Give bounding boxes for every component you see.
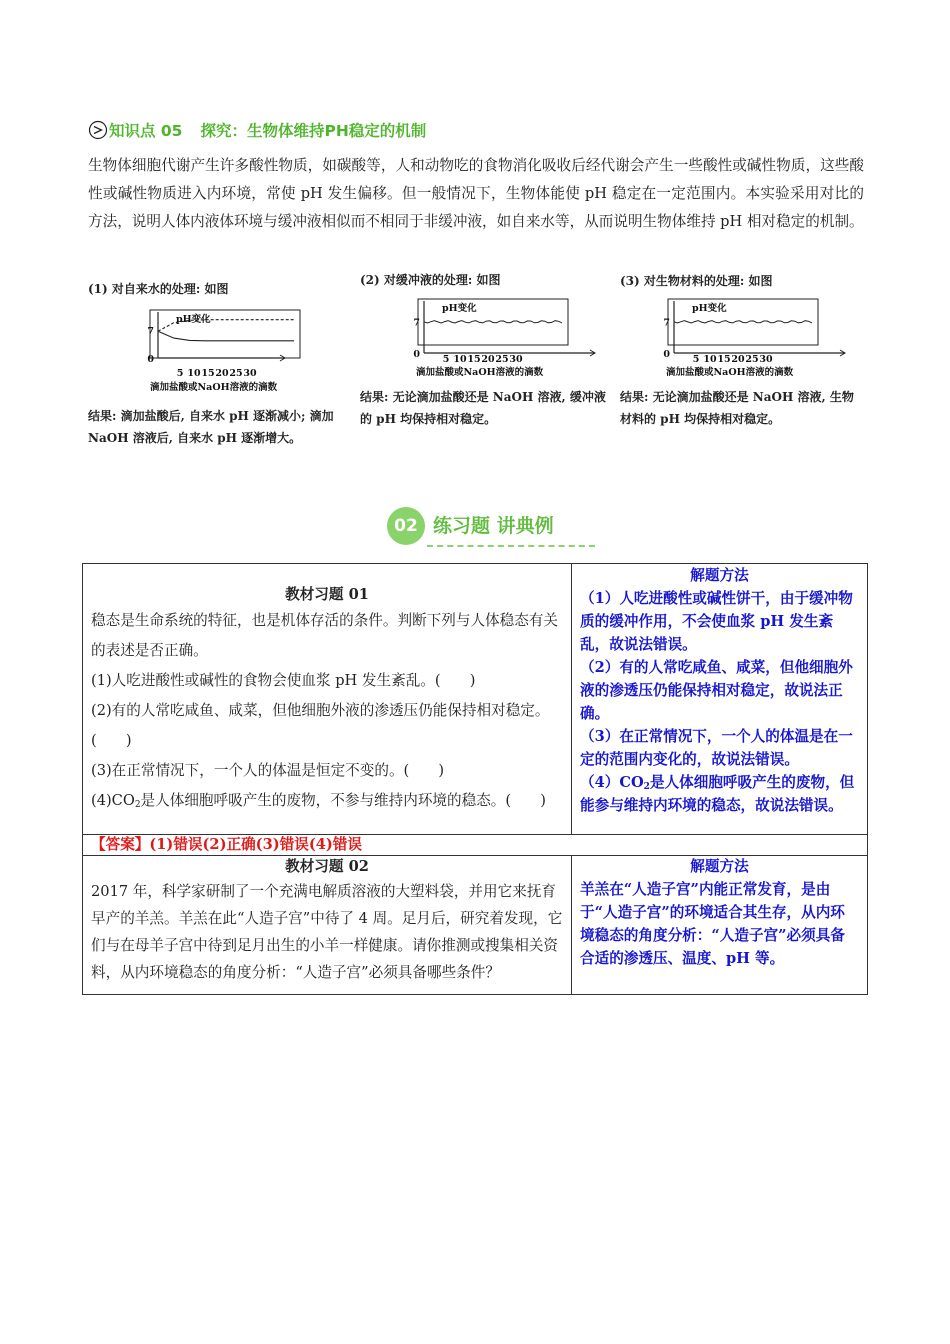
exercise-2-title: 教材习题 02 (285, 858, 369, 875)
x-tick-label: 5 (692, 354, 700, 365)
exercise-2-stem: 2017 年，科学家研制了一个充满电解质溶液的大塑料袋，并用它来抚育早产的羊羔。羊羔在此“人造子宫”中待了 4 周。足月后，研究着发现，它们与在母羊子宫中待到足月出生的小羊一样健康。请你推测或搜集相关资料，从内环境稳态的角度分析：“人造子宫”必须具备哪些条件？ (91, 883, 563, 981)
exercise-1-item-4: $(4)CO_2$是人体细胞呼吸产生的废物，不参与维持内环境的稳态。( ) (91, 792, 546, 810)
exercise-1-stem: 稳态是生命系统的特征，也是机体存活的条件。判断下列与人体稳态有关的表述是否正确。 (91, 612, 559, 659)
y-tick-label: 0 (413, 349, 420, 360)
exercise-2-method: 羊羔在“人造子宫”内能正常发育，是由于“人造子宫”的环境适合其生存，从内环境稳态的角度分析：“人造子宫”必须具备合适的渗透压、温度、pH 等。 (580, 881, 845, 967)
exercise-1-answer: 【答案】(1)错误(2)正确(3)错误(4)错误 (83, 835, 868, 856)
knowledge-point-number: 知识点 05 (109, 122, 183, 140)
banner-number: 02 (387, 507, 425, 545)
x-tick-label: 30 (759, 354, 773, 365)
x-tick-label: 20 (481, 354, 495, 365)
experiment-1-label: (1) 对自来水的处理: 如图 (88, 282, 229, 296)
knowledge-point-title: 探究：生物体维持PH稳定的机制 (200, 122, 427, 140)
exercise-1-answer-row (83, 835, 868, 856)
x-tick-label: 5 (442, 354, 450, 365)
banner-title: 练习题 讲典例 (433, 515, 554, 537)
y-tick-label: 7 (663, 317, 670, 329)
x-tick-label: 30 (243, 368, 257, 379)
exercise-1-item-3: (3)在正常情况下，一个人的体温是恒定不变的。( ) (91, 762, 445, 779)
exercise-2-method-title: 解题方法 (690, 858, 749, 875)
chart-title: pH变化 (442, 303, 477, 314)
x-tick-label: 25 (495, 354, 509, 365)
exercise-2-question-cell (83, 856, 572, 995)
arrow-circle-icon (88, 120, 108, 140)
practice-banner (387, 505, 597, 549)
x-tick-label: 15 (717, 354, 731, 365)
exercise-1-method-title: 解题方法 (690, 567, 749, 584)
exercise-2-row (83, 856, 868, 995)
series-line (674, 321, 812, 323)
exercise-1-item-2: (2)有的人常吃咸鱼、咸菜，但他细胞外液的渗透压仍能保持相对稳定。( ) (91, 702, 550, 749)
x-tick-label: 20 (215, 368, 229, 379)
exercise-1-method-4: $(4)CO_2$是人体细胞呼吸产生的废物，但能参与维持内环境的稳态，故说法错误。 (580, 774, 855, 814)
series-line (424, 321, 562, 323)
y-tick-label: 0 (147, 354, 154, 365)
exercise-1-row (83, 564, 868, 835)
chart-tap-water (140, 306, 340, 396)
chart-frame (150, 310, 300, 358)
exercise-1-method-cell (572, 564, 868, 835)
x-tick-label: 20 (731, 354, 745, 365)
intro-paragraph: 生物体细胞代谢产生许多酸性物质，如碳酸等，人和动物吃的食物消化吸收后经代谢会产生一些酸性或碱性物质，这些酸性或碱性物质进入内环境，常使 pH 发生偏移。但一般情况下，生物体能使 pH 稳定在一定范围内。本实验采用对比的方法，说明人体内液体环境与缓冲液相似而不相同于非缓冲液，如自来水等，从而说明生物体维持 pH 相对稳定的机制。 (88, 157, 864, 230)
chart-biological-material (660, 297, 860, 381)
exercise-1-title: 教材习题 01 (285, 586, 369, 603)
exercise-2-method-cell (572, 856, 868, 995)
x-axis-label: 滴加盐酸或NaOH溶液的滴数 (150, 382, 278, 393)
exercise-1-method-3: （3）在正常情况下，一个人的体温是在一定的范围内变化的，故说法错误。 (580, 728, 853, 768)
section-heading (88, 118, 426, 142)
exercise-1-item-1: (1)人吃进酸性或碱性的食物会使血浆 pH 发生紊乱。( ) (91, 672, 476, 689)
exercise-1-method-1: （1）人吃进酸性或碱性饼干，由于缓冲物质的缓冲作用，不会使血浆 pH 发生紊乱，故说法错误。 (580, 590, 853, 653)
x-tick-label: 25 (229, 368, 243, 379)
y-tick-label: 0 (663, 349, 670, 360)
chart-buffer (410, 297, 610, 381)
exercise-1-question-cell (83, 564, 572, 835)
x-tick-label: 10 (187, 368, 201, 379)
x-tick-label: 5 (176, 368, 184, 379)
chart-title: pH变化 (176, 314, 211, 325)
x-tick-label: 10 (453, 354, 467, 365)
experiment-3-result: 结果: 无论滴加盐酸还是 NaOH 溶液, 生物材料的 pH 均保持相对稳定。 (620, 390, 854, 426)
x-tick-label: 10 (703, 354, 717, 365)
experiment-3-label: (3) 对生物材料的处理: 如图 (620, 274, 773, 288)
chart-title: pH变化 (692, 303, 727, 314)
experiment-1-result: 结果: 滴加盐酸后, 自来水 pH 逐渐减小; 滴加 NaOH 溶液后, 自来水 pH 逐渐增大。 (88, 409, 334, 445)
x-tick-label: 30 (509, 354, 523, 365)
x-axis-label: 滴加盐酸或NaOH溶液的滴数 (416, 367, 544, 378)
x-tick-label: 25 (745, 354, 759, 365)
experiment-2-label: (2) 对缓冲液的处理: 如图 (360, 273, 501, 287)
x-axis-label: 滴加盐酸或NaOH溶液的滴数 (666, 367, 794, 378)
experiment-2-result: 结果: 无论滴加盐酸还是 NaOH 溶液, 缓冲液的 pH 均保持相对稳定。 (360, 390, 606, 426)
x-tick-label: 15 (467, 354, 481, 365)
y-tick-label: 7 (147, 326, 154, 338)
banner-dashed-underline (427, 545, 595, 547)
series-hcl-line (158, 331, 294, 341)
y-tick-label: 7 (413, 317, 420, 329)
exercise-table (82, 563, 868, 995)
exercise-1-method-2: （2）有的人常吃咸鱼、咸菜，但他细胞外液的渗透压仍能保持相对稳定，故说法正确。 (580, 659, 853, 722)
x-tick-label: 15 (201, 368, 215, 379)
